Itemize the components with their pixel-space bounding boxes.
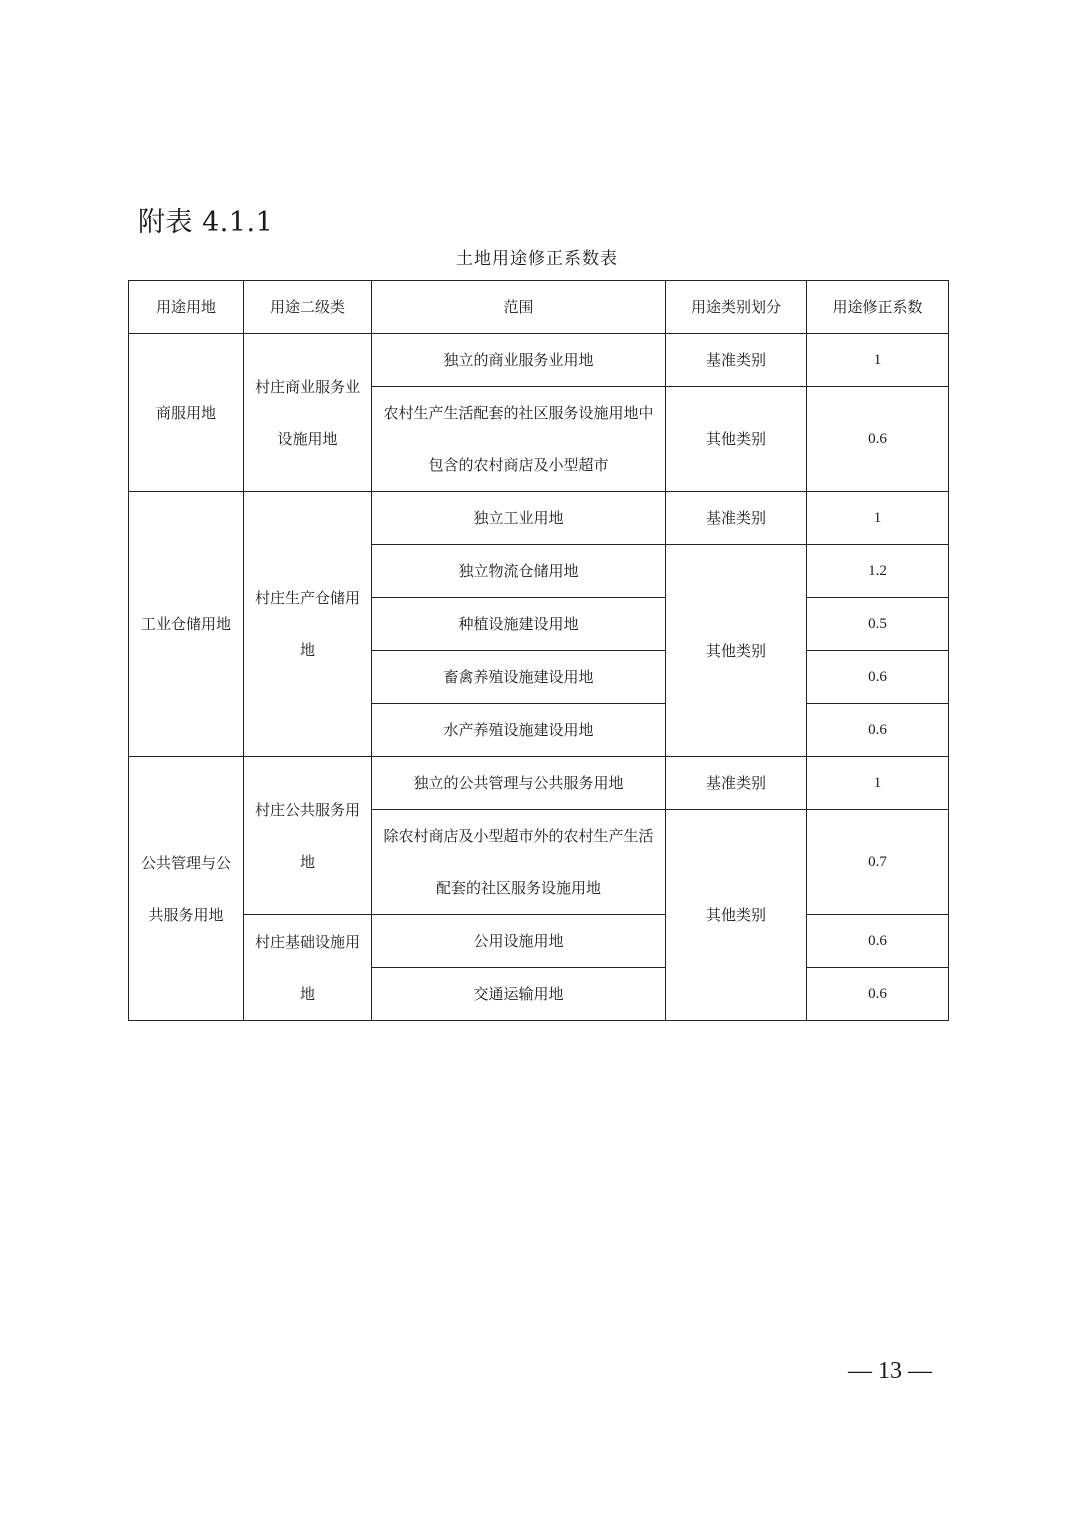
scope-cell: 独立物流仓储用地 xyxy=(372,545,666,598)
subcategory-cell: 村庄生产仓储用地 xyxy=(244,492,372,757)
class-cell: 基准类别 xyxy=(666,492,807,545)
scope-cell: 畜禽养殖设施建设用地 xyxy=(372,651,666,704)
subcategory-cell: 村庄公共服务用地 xyxy=(244,757,372,915)
coefficient-table xyxy=(128,280,949,1021)
coefficient-cell: 0.5 xyxy=(807,598,949,651)
scope-cell: 独立工业用地 xyxy=(372,492,666,545)
scope-cell: 农村生产生活配套的社区服务设施用地中包含的农村商店及小型超市 xyxy=(372,387,666,492)
class-cell: 基准类别 xyxy=(666,334,807,387)
class-cell: 其他类别 xyxy=(666,810,807,1021)
class-cell: 基准类别 xyxy=(666,757,807,810)
table-row xyxy=(129,915,949,968)
subcategory-cell: 村庄商业服务业设施用地 xyxy=(244,334,372,492)
class-cell: 其他类别 xyxy=(666,387,807,492)
scope-cell: 水产养殖设施建设用地 xyxy=(372,704,666,757)
header-cell: 用途用地 xyxy=(129,281,244,334)
table-row xyxy=(129,492,949,545)
scope-cell: 种植设施建设用地 xyxy=(372,598,666,651)
coefficient-cell: 0.6 xyxy=(807,704,949,757)
header-cell: 用途类别划分 xyxy=(666,281,807,334)
table-row xyxy=(129,334,949,387)
table-header-row xyxy=(129,281,949,334)
coefficient-cell: 1.2 xyxy=(807,545,949,598)
coefficient-cell: 0.6 xyxy=(807,651,949,704)
table-caption: 土地用途修正系数表 xyxy=(456,249,618,269)
category-cell: 工业仓储用地 xyxy=(129,492,244,757)
subcategory-cell: 村庄基础设施用地 xyxy=(244,915,372,1021)
category-cell: 商服用地 xyxy=(129,334,244,492)
category-cell: 公共管理与公共服务用地 xyxy=(129,757,244,1021)
header-cell: 范围 xyxy=(372,281,666,334)
coefficient-cell: 0.6 xyxy=(807,968,949,1021)
coefficient-cell: 0.6 xyxy=(807,387,949,492)
header-cell: 用途修正系数 xyxy=(807,281,949,334)
coefficient-cell: 1 xyxy=(807,492,949,545)
scope-cell: 独立的公共管理与公共服务用地 xyxy=(372,757,666,810)
table-row xyxy=(129,757,949,810)
class-cell: 其他类别 xyxy=(666,545,807,757)
coefficient-cell: 0.6 xyxy=(807,915,949,968)
coefficient-cell: 1 xyxy=(807,757,949,810)
scope-cell: 交通运输用地 xyxy=(372,968,666,1021)
coefficient-cell: 0.7 xyxy=(807,810,949,915)
page-number: — 13 — xyxy=(848,1358,932,1384)
scope-cell: 除农村商店及小型超市外的农村生产生活配套的社区服务设施用地 xyxy=(372,810,666,915)
appendix-title: 附表 4.1.1 xyxy=(138,207,274,238)
scope-cell: 公用设施用地 xyxy=(372,915,666,968)
coefficient-cell: 1 xyxy=(807,334,949,387)
header-cell: 用途二级类 xyxy=(244,281,372,334)
scope-cell: 独立的商业服务业用地 xyxy=(372,334,666,387)
